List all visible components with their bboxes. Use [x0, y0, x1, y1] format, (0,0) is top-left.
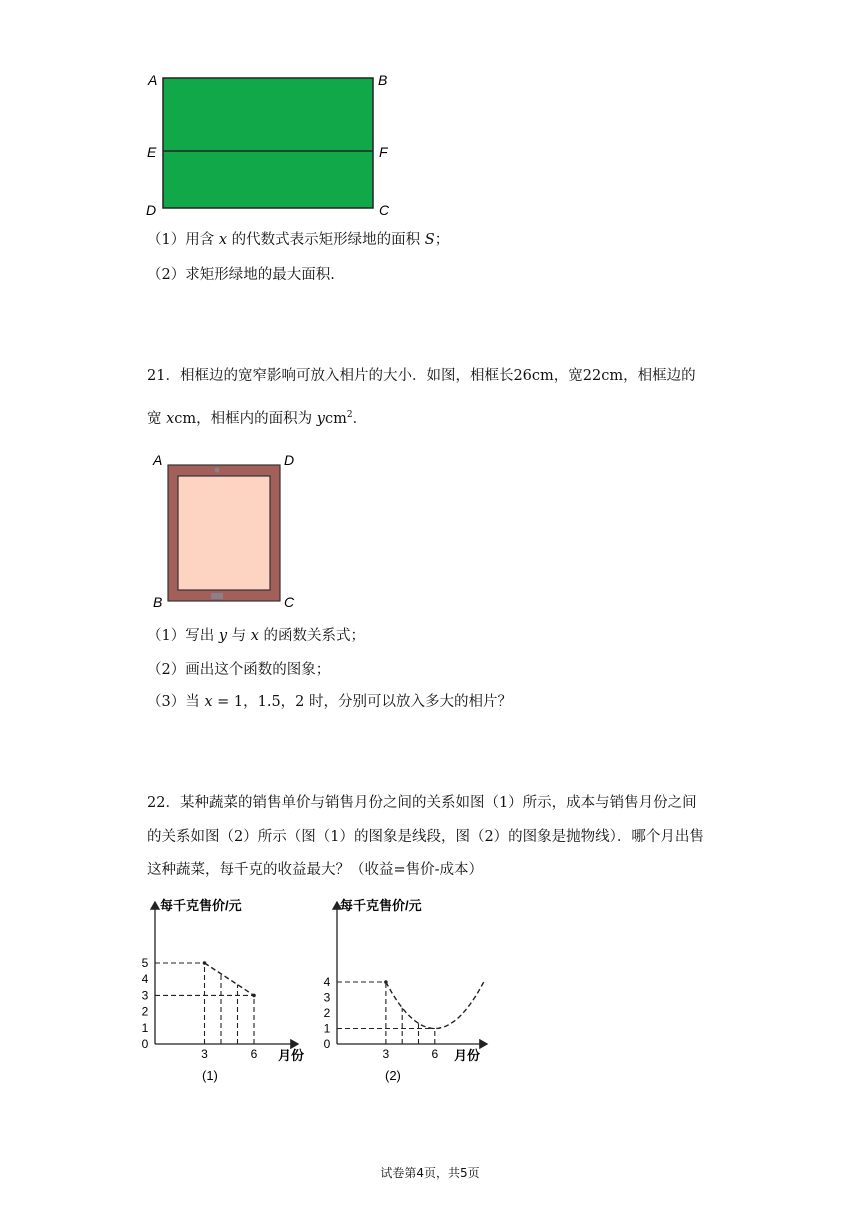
q21-sub3-b: = 1，1.5，2 时，分别可以放入多大的相片？ [212, 694, 513, 710]
q20-part1-s: S [424, 232, 435, 248]
x-tick-label: 3 [382, 1047, 390, 1061]
label-e: E [147, 144, 157, 160]
photo-frame-figure [145, 450, 315, 612]
page-footer-text: 试卷第4页，共5页 [380, 1166, 480, 1180]
q21-sub1 [147, 626, 365, 646]
graph-1 [140, 890, 315, 1090]
q20-part2 [147, 265, 335, 285]
page-footer [0, 1164, 860, 1181]
y-tick-label: 4 [323, 975, 331, 989]
graph1-y-label: 每千克售价/元 [160, 898, 242, 913]
y-tick-label: 3 [323, 990, 331, 1005]
q21-line2-x: x [166, 410, 175, 427]
y-tick-label: 1 [141, 1020, 149, 1035]
x-tick-label: 6 [431, 1047, 439, 1061]
q21-sub1-c: 的函数关系式； [258, 628, 366, 644]
y-tick-label: 2 [323, 1006, 331, 1020]
y-tick-label: 0 [323, 1037, 331, 1051]
y-tick-label: 4 [141, 972, 149, 987]
frame-inner [178, 476, 270, 590]
x-tick-label: 6 [250, 1047, 258, 1061]
data-point [203, 961, 207, 965]
q21-sub2 [147, 660, 330, 680]
q21-line1-text: 21．相框边的宽窄影响可放入相片的大小．如图，相框长26cm，宽22cm，相框边的 [147, 368, 696, 384]
y-tick-label: 2 [141, 1004, 149, 1019]
x-tick-label: 3 [201, 1047, 208, 1061]
q21-sub2-text: （2）画出这个函数的图象； [147, 662, 331, 678]
q20-part1 [147, 230, 449, 250]
frame-clip-bottom [211, 593, 223, 599]
rectangle-abcd-figure [140, 68, 400, 220]
data-point [384, 980, 388, 984]
q21-sub1-a: （1）写出 [147, 628, 219, 644]
q21-sub3 [147, 692, 512, 712]
q21-sub3-a: （3）当 [147, 694, 205, 710]
q21-sub1-b: 与 [227, 628, 251, 644]
q22-line3 [147, 860, 483, 880]
label-a: A [148, 72, 158, 88]
q21-line2-d: ． [352, 410, 368, 427]
q22-line1-text: 22．某种蔬菜的销售单价与销售月份之间的关系如图（1）所示，成本与销售月份之间 [147, 795, 697, 811]
graph1-x-label: 月份 [278, 1048, 305, 1063]
frame-nail-top [215, 468, 220, 473]
q20-part2-text: （2）求矩形绿地的最大面积. [147, 267, 335, 283]
q21-line2-sup: 2 [346, 410, 353, 420]
graph2-x-label: 月份 [454, 1048, 481, 1063]
q21-line2-b: cm，相框内的面积为 [174, 410, 317, 427]
q20-part1-text-c: ； [434, 232, 450, 248]
q20-part1-var: x [218, 232, 228, 248]
q22-line2 [147, 827, 704, 847]
y-tick-label: 0 [141, 1037, 149, 1051]
q21-line1 [147, 366, 696, 386]
q21-line2-y: y [316, 410, 325, 427]
q21-sub3-x: x [204, 694, 213, 710]
data-curve [386, 982, 484, 1029]
label-f: F [379, 144, 388, 160]
graph2-y-label: 每千克售价/元 [340, 898, 422, 913]
graph-2 [322, 890, 497, 1090]
frame-label-d: D [284, 452, 295, 468]
label-d: D [146, 202, 157, 218]
q21-line2-c: cm [324, 410, 347, 427]
label-b: B [378, 72, 388, 88]
data-segment [205, 963, 255, 995]
q21-line2 [147, 405, 367, 429]
q21-sub1-y: y [218, 628, 228, 644]
frame-label-b: B [153, 594, 163, 610]
q21-sub1-x: x [250, 628, 259, 644]
y-tick-label: 3 [141, 988, 149, 1003]
graph1-content [142, 956, 258, 1061]
graph2-caption: (2) [385, 1068, 401, 1083]
green-rectangle [163, 78, 373, 208]
frame-label-a: A [153, 452, 163, 468]
label-c: C [379, 202, 390, 218]
q20-part1-text-a: （1）用含 [147, 232, 219, 248]
frame-label-c: C [284, 594, 295, 610]
y-tick-label: 1 [323, 1021, 331, 1036]
q20-part1-text-b: 的代数式表示矩形绿地的面积 [227, 232, 425, 248]
q22-line3-text: 这种蔬菜，每千克的收益最大？（收益=售价-成本） [147, 862, 484, 878]
data-point [252, 994, 256, 998]
q22-line2-text: 的关系如图（2）所示（图（1）的图象是线段，图（2）的图象是抛物线）．哪个月出售 [147, 829, 704, 845]
y-tick-label: 5 [141, 956, 149, 970]
q22-line1 [147, 793, 697, 813]
graph1-caption: (1) [202, 1068, 218, 1083]
q21-line2-a: 宽 [147, 410, 167, 427]
